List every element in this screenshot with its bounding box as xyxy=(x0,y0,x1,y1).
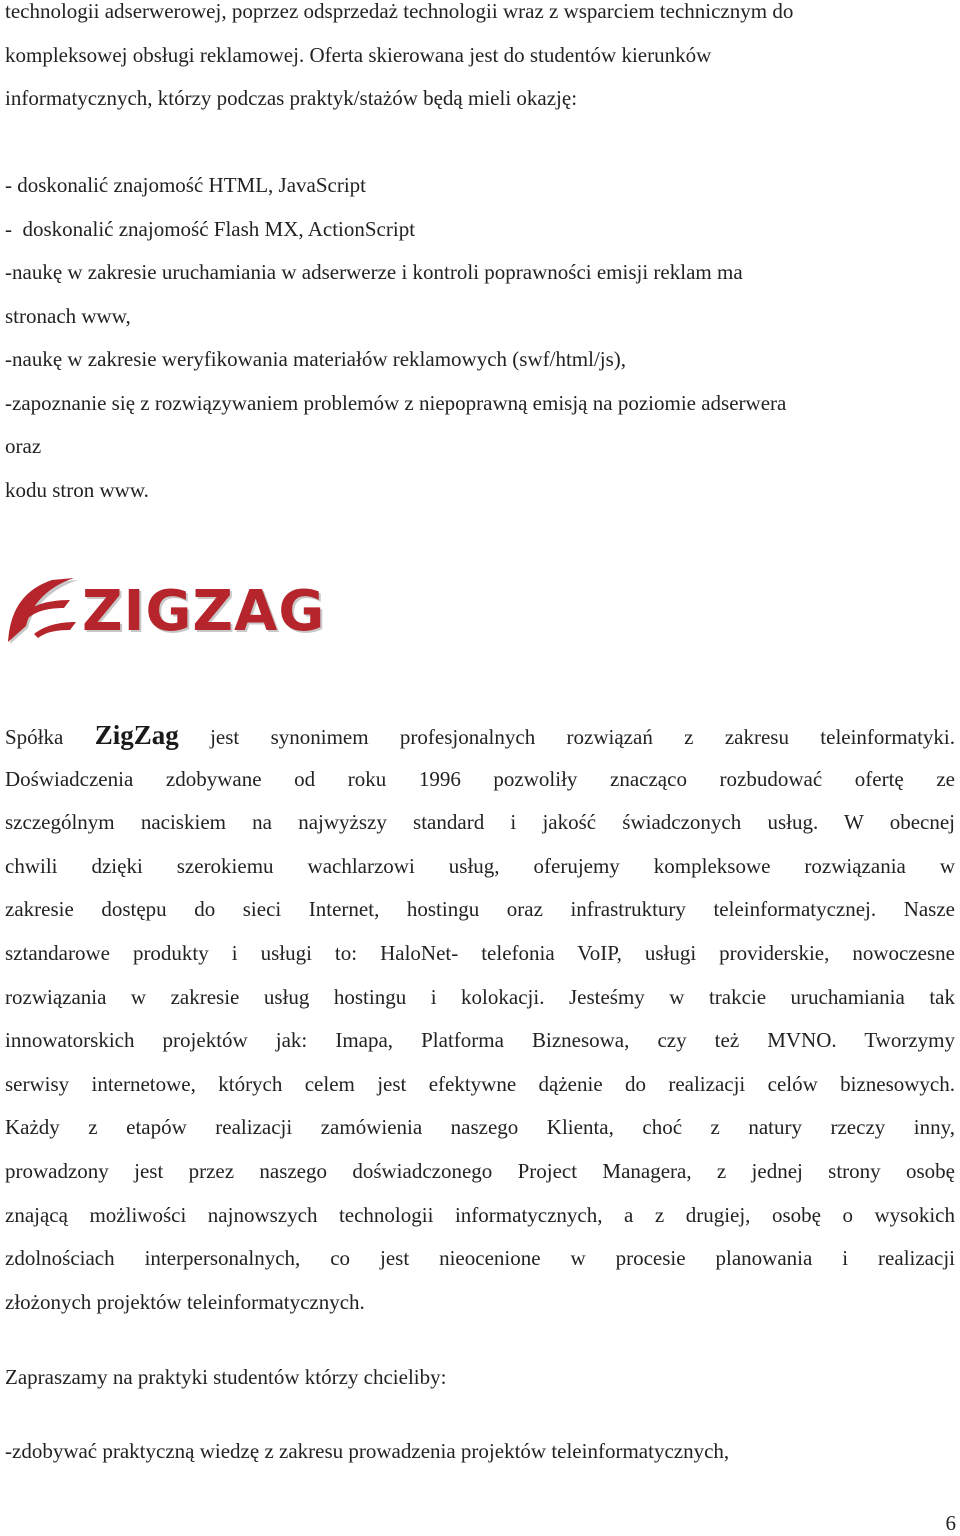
company-brand-name: ZigZag xyxy=(94,720,179,750)
intro-line: technologii adserwerowej, poprzez odsprzedaż technologii wraz z wsparciem technicznym do xyxy=(5,0,794,23)
company-line: szczególnym naciskiem na najwyższy standard i jakość świadczonych usług. W obecnej xyxy=(5,810,955,835)
skill-item-flash: - doskonalić znajomość Flash MX, ActionScript xyxy=(5,216,416,241)
benefit-item: -zdobywać praktyczną wiedzę z zakresu prowadzenia projektów teleinformatycznych, xyxy=(5,1439,730,1463)
skill-item-troubleshooting: -zapoznanie się z rozwiązywaniem problemów z niepoprawną emisją na poziomie adserwera xyxy=(5,390,787,415)
company-line: prowadzony jest przez naszego doświadczonego Project Managera, z jednej strony osobę xyxy=(5,1158,955,1183)
company-prefix: Spółka xyxy=(5,725,64,749)
skill-item-adserver-cont: stronach www, xyxy=(5,303,131,328)
company-line: zdolnościach interpersonalnych, co jest nieocenione w procesie planowania i realizacji xyxy=(5,1246,955,1271)
logo-wordmark: ZIGZAG xyxy=(82,579,326,644)
company-line: znającą możliwości najnowszych technologii informatycznych, a z drugiej, osobę o wysokich xyxy=(5,1202,955,1227)
skill-item-troubleshooting-cont: oraz xyxy=(5,434,42,458)
intro-blank-line xyxy=(5,121,955,165)
zigzag-logo xyxy=(4,574,324,650)
intro-line: informatycznych, którzy podczas praktyk/stażów będą mieli okazję: xyxy=(5,86,578,110)
skill-item-verification: -naukę w zakresie weryfikowania materiałów reklamowych (swf/html/js), xyxy=(5,347,627,371)
company-suffix: jest synonimem profesjonalnych rozwiązań z zakresu teleinformatyki. xyxy=(210,725,955,749)
skill-item-troubleshooting-end: kodu stron www. xyxy=(5,477,149,502)
company-line: rozwiązania w zakresie usług hostingu i kolokacji. Jesteśmy w trakcie uruchamiania tak xyxy=(5,984,955,1009)
company-line: Każdy z etapów realizacji zamówienia naszego Klienta, choć z natury rzeczy inny, xyxy=(5,1115,955,1140)
page-number: 6 xyxy=(945,1511,956,1535)
company-line: zakresie dostępu do sieci Internet, hostingu oraz infrastruktury teleinformatycznej. Nasze xyxy=(5,897,955,922)
intro-line: kompleksowej obsługi reklamowej. Oferta skierowana jest do studentów kierunków xyxy=(5,42,712,67)
company-section xyxy=(5,714,955,1324)
skill-item-adserver: -naukę w zakresie uruchamiania w adserwerze i kontroli poprawności emisji reklam ma xyxy=(5,260,743,284)
invitation-text: Zapraszamy na praktyki studentów którzy chcieliby: xyxy=(5,1365,447,1389)
company-last-line: złożonych projektów teleinformatycznych. xyxy=(5,1289,365,1314)
company-line: Doświadczenia zdobywane od roku 1996 pozwoliły znacząco rozbudować ofertę ze xyxy=(5,766,955,791)
invitation-section xyxy=(5,1356,955,1400)
skill-item-html: - doskonalić znajomość HTML, JavaScript xyxy=(5,173,366,197)
company-line: serwisy internetowe, których celem jest efektywne dążenie do realizacji celów biznesowych. xyxy=(5,1071,955,1096)
benefit-section xyxy=(5,1430,955,1474)
company-line: sztandarowe produkty i usługi to: HaloNet- telefonia VoIP, usługi providerskie, nowoczesne xyxy=(5,940,955,965)
company-line: chwili dzięki szerokiemu wachlarzowi usług, oferujemy kompleksowe rozwiązania w xyxy=(5,853,955,878)
intro-section xyxy=(5,0,955,512)
company-line: innowatorskich projektów jak: Imapa, Platforma Biznesowa, czy też MVNO. Tworzymy xyxy=(5,1028,955,1053)
company-intro-line xyxy=(5,714,955,758)
